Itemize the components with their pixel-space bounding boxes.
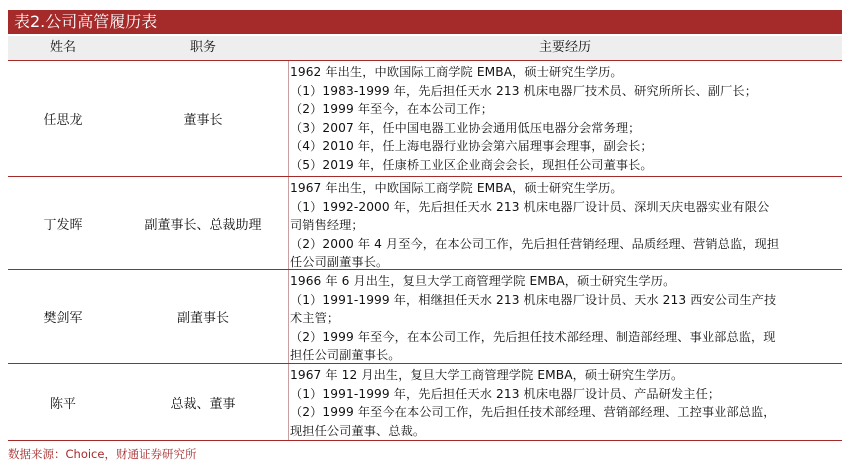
- experience-line: （2）1999 年至今，在本公司工作；: [290, 102, 493, 117]
- exec-experience: [290, 63, 840, 175]
- experience-line: （3）2007 年，任中国电器工业协会通用低压电器分会常务理；: [290, 120, 641, 135]
- table-row: [8, 61, 842, 177]
- table-title: 表2.公司高管履历表: [8, 10, 842, 34]
- header-name: 姓名: [49, 40, 76, 55]
- table-header: [8, 36, 842, 61]
- exec-name: 任思龙: [43, 113, 83, 128]
- experience-line: （4）2010 年，任上海电器行业协会第六届理事会理事，副会长；: [290, 139, 653, 154]
- experience-line: 现担任公司董事、总裁。: [290, 423, 426, 438]
- experience-line: 1962 年出生，中欧国际工商学院 EMBA，硕士研究生学历。: [290, 65, 623, 79]
- experience-line: （2）1999 年至今，在本公司工作，先后担任技术部经理、制造部经理、事业部总监，现: [290, 329, 776, 344]
- experience-line: （1）1991-1999 年，相继担任天水 213 机床电器厂设计员、天水 213 西安公司生产技: [290, 292, 777, 307]
- experience-line: （1）1983-1999 年，先后担任天水 213 机床电器厂技术员、研究所所长、副厂长；: [290, 83, 758, 98]
- exec-role: 总裁、董事: [170, 396, 236, 412]
- exec-name: 樊剑军: [43, 311, 83, 326]
- column-divider: [288, 61, 289, 176]
- exec-role: 副董事长: [176, 311, 229, 326]
- experience-line: （5）2019 年，任康桥工业区企业商会会长，现担任公司董事长。: [290, 157, 653, 172]
- header-experience: 主要经历: [538, 40, 591, 55]
- exec-role: 董事长: [183, 113, 223, 128]
- column-divider: [288, 270, 289, 363]
- exec-experience: [290, 179, 840, 272]
- experience-line: 术主管；: [290, 311, 340, 326]
- experience-line: 1967 年 12 月出生，复旦大学工商管理学院 EMBA，硕士研究生学历。: [290, 368, 684, 382]
- table-row: [8, 177, 842, 270]
- header-role: 职务: [189, 40, 216, 55]
- table-row: [8, 270, 842, 364]
- experience-line: （2）1999 年至今在本公司工作，先后担任技术部经理、营销部经理、工控事业部总监，: [290, 405, 776, 420]
- table-row: [8, 364, 842, 441]
- experience-line: 1966 年 6 月出生，复旦大学工商管理学院 EMBA，硕士研究生学历。: [290, 274, 676, 288]
- experience-line: 司销售经理；: [290, 218, 364, 233]
- column-divider: [288, 364, 289, 440]
- exec-name: 陈平: [49, 396, 76, 412]
- exec-name: 丁发晖: [43, 217, 83, 233]
- column-divider: [288, 177, 289, 269]
- experience-line: （1）1992-2000 年，先后担任天水 213 机床电器厂设计员、深圳天庆电器实业有限公: [290, 199, 770, 214]
- data-source-note: 数据来源：Choice，财通证券研究所: [8, 447, 197, 461]
- exec-role: 副董事长、总裁助理: [144, 217, 262, 233]
- exec-experience: [290, 272, 840, 365]
- experience-line: 1967 年出生，中欧国际工商学院 EMBA，硕士研究生学历。: [290, 181, 623, 195]
- experience-line: （2）2000 年 4 月至今，在本公司工作，先后担任营销经理、品质经理、营销总监，现担: [290, 236, 780, 251]
- experience-line: 任公司副董事长。: [290, 255, 389, 270]
- exec-experience: [290, 366, 840, 440]
- experience-line: （1）1991-1999 年，先后担任天水 213 机床电器厂设计员、产品研发主任；: [290, 386, 721, 401]
- experience-line: 担任公司副董事长。: [290, 348, 401, 363]
